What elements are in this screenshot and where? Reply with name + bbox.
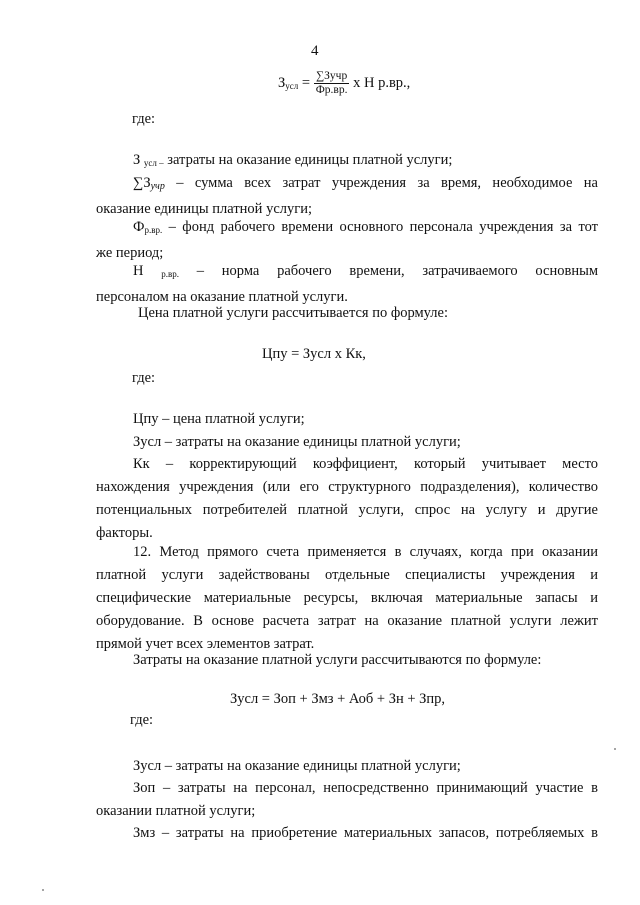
def-zmz-text1: Змз – затраты на приобретение материальных запасов, потребляемых в [133,825,598,841]
def-kk-line3: потенциальных потребителей платной услуги, спрос на услугу и другие [96,502,598,518]
formula-lhs: З [278,75,286,91]
para12-line5: прямой учет всех элементов затрат. [96,636,315,652]
where-label-1: где: [132,111,156,127]
def-sum-text1: – сумма всех затрат учреждения за время, необходимое на [176,175,598,191]
formula-lhs-sub: усл [285,81,299,91]
def-zop [96,777,598,823]
formula-equals: = [301,75,311,91]
cost-formula-intro: Затраты на оказание платной услуги рассчитываются по формуле: [133,652,542,668]
def-zusl-symbol: З [133,152,141,168]
fraction-numerator: ∑Зучр [314,70,350,84]
def-f-symbol: Ф [133,219,145,235]
formula-unit-cost [278,68,410,101]
def-sum-sub: учр [150,181,165,192]
def-zusl-text: затраты на оказание единицы платной услуги; [167,152,453,168]
def-sum-line1 [96,172,598,198]
scan-speck [42,889,44,891]
def-f-sub: р.вр. [144,225,163,235]
def-zmz [96,822,598,845]
def-sum-symbol: ∑З [133,175,151,191]
def-n-rvr [96,260,598,309]
scan-speck [614,748,616,750]
fraction-denominator: Фр.вр. [315,84,348,97]
para12-text1: 12. Метод прямого счета применяется в случаях, когда при оказании [133,544,598,560]
def-cpu: Цпу – цена платной услуги; [133,411,305,427]
para12-line4: оборудование. В основе расчета затрат на оказание платной услуги лежит [96,613,598,629]
def-f-line1 [96,216,598,242]
def-n-line2: персоналом на оказание платной услуги. [96,289,348,305]
def-zop-line1 [96,777,598,800]
para12-line1 [96,541,598,564]
def-kk-line4: факторы. [96,525,153,541]
def-sum-line2: оказание единицы платной услуги; [96,201,312,217]
where-label-3: где: [130,712,154,728]
def-zusl-sub: усл – [143,158,164,168]
formula-rhs: х Н р.вр., [353,75,411,91]
formula-direct-cost: Зусл = Зоп + Змз + Аоб + Зн + Зпр, [230,691,446,707]
def-f-text1: – фонд рабочего времени основного персонала учреждения за тот [168,219,599,235]
price-formula-intro: Цена платной услуги рассчитывается по формуле: [138,305,448,321]
def-kk-line1 [96,453,598,476]
def-n-line1 [96,260,598,286]
def-zmz-line1 [96,822,598,845]
def-n-text1: – норма рабочего времени, затрачиваемого основным [196,263,598,279]
def-kk-line2: нахождения учреждения (или его структурного подразделения), количество [96,479,598,495]
para12-line3: специфические материальные ресурсы, включая материальные запасы и [96,590,598,606]
def-f-rvr [96,216,598,265]
def-kk [96,453,598,545]
def-zusl [133,151,452,172]
page-number: 4 [311,43,319,59]
def-n-sub: р.вр. [161,269,179,279]
def-zusl-3: Зусл – затраты на оказание единицы платной услуги; [133,758,461,774]
where-label-2: где: [132,370,156,386]
paragraph-12 [96,541,598,656]
def-n-symbol: Н [133,263,144,279]
def-zop-text1: Зоп – затраты на персонал, непосредственно принимающий участие в [133,780,598,796]
formula-price: Цпу = Зусл х Кк, [262,346,366,362]
def-kk-text1: Кк – корректирующий коэффициент, который учитывает место [133,456,598,472]
def-f-line2: же период; [96,245,164,261]
def-zop-line2: оказании платной услуги; [96,803,256,819]
def-sum-zuchr [96,172,598,221]
def-zusl-2: Зусл – затраты на оказание единицы платной услуги; [133,434,461,450]
para12-line2: платной услуги задействованы отдельные специалисты учреждения и [96,567,598,583]
formula-fraction [314,70,350,97]
